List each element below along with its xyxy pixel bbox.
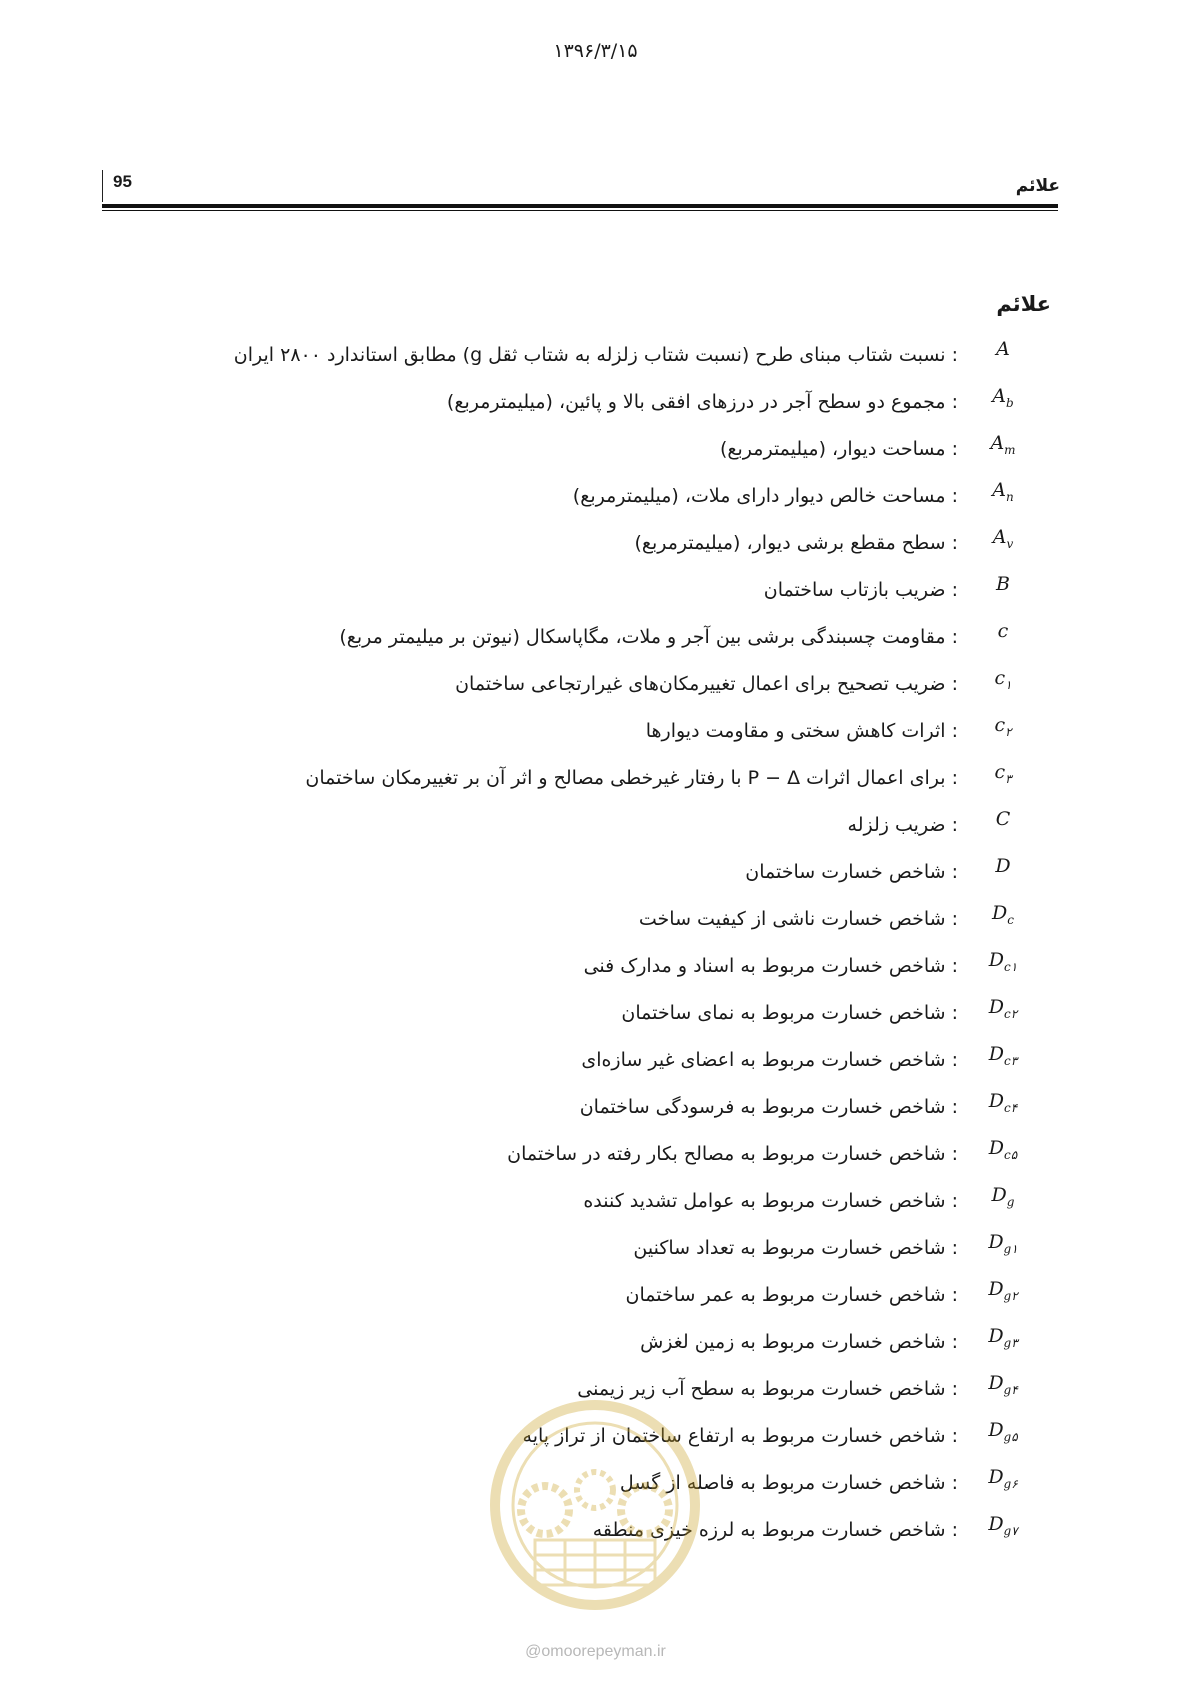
- symbol-notation: [978, 855, 1028, 877]
- symbol-base: c: [994, 714, 1006, 736]
- page-date: ۱۳۹۶/۳/۱۵: [553, 40, 638, 62]
- symbol-notation: [978, 808, 1028, 830]
- symbol-base: A: [992, 526, 1007, 548]
- symbol-base: D: [988, 996, 1005, 1018]
- symbol-notation: [978, 385, 1028, 410]
- symbol-definition: : مساحت خالص دیوار دارای ملات، (میلیمترمربع): [572, 485, 958, 507]
- header-rule: [102, 204, 1058, 208]
- symbol-notation: [978, 1466, 1028, 1491]
- symbol-subscript: ۲: [1005, 724, 1012, 739]
- symbol-notation: [978, 761, 1028, 786]
- symbol-base: D: [988, 1137, 1005, 1159]
- symbol-base: D: [988, 1231, 1004, 1253]
- symbol-notation: [978, 902, 1028, 927]
- symbol-notation: [978, 338, 1028, 360]
- symbol-row: [158, 1274, 1038, 1321]
- symbol-base: A: [992, 385, 1007, 407]
- symbol-definition: : شاخص خسارت ناشی از کیفیت ساخت: [638, 908, 958, 930]
- symbol-row: [158, 1227, 1038, 1274]
- symbol-subscript: m: [1004, 442, 1016, 457]
- symbol-row: [158, 381, 1038, 428]
- symbol-subscript: g۲: [1003, 1288, 1018, 1303]
- symbol-base: D: [988, 1513, 1004, 1535]
- symbol-base: D: [988, 1419, 1004, 1441]
- symbol-definition: : اثرات کاهش سختی و مقاومت دیوارها: [645, 720, 958, 742]
- header-rule-thin: [102, 210, 1058, 211]
- symbol-base: D: [988, 1372, 1004, 1394]
- symbol-base: B: [996, 573, 1010, 595]
- symbol-notation: [978, 714, 1028, 739]
- symbol-notation: [978, 1090, 1028, 1115]
- symbol-notation: [978, 949, 1028, 974]
- symbol-base: c: [997, 620, 1009, 642]
- symbol-base: c: [994, 761, 1006, 783]
- symbol-subscript: g۵: [1003, 1429, 1018, 1444]
- symbol-definition: : شاخص خسارت مربوط به ارتفاع ساختمان از تراز پایه: [522, 1425, 958, 1447]
- symbol-definition: : شاخص خسارت مربوط به اعضای غیر سازه‌ای: [581, 1049, 958, 1071]
- symbol-definition: : شاخص خسارت مربوط به عمر ساختمان: [625, 1284, 958, 1306]
- symbol-subscript: n: [1006, 489, 1014, 504]
- symbol-notation: [978, 1184, 1028, 1209]
- symbol-base: D: [988, 1466, 1004, 1488]
- symbol-row: [158, 1321, 1038, 1368]
- symbol-subscript: c۱: [1004, 959, 1018, 974]
- symbol-notation: [978, 620, 1028, 642]
- symbol-base: D: [991, 1184, 1007, 1206]
- symbol-row: [158, 710, 1038, 757]
- symbol-definition: : شاخص خسارت مربوط به اسناد و مدارک فنی: [583, 955, 958, 977]
- symbol-definition: : ضریب زلزله: [847, 814, 958, 836]
- symbol-notation: [978, 573, 1028, 595]
- symbol-row: [158, 757, 1038, 804]
- symbol-base: D: [992, 902, 1008, 924]
- symbol-row: [158, 616, 1038, 663]
- symbol-row: [158, 475, 1038, 522]
- symbol-row: [158, 569, 1038, 616]
- symbol-definition: : شاخص خسارت مربوط به تعداد ساکنین: [633, 1237, 958, 1259]
- symbol-row: [158, 898, 1038, 945]
- symbol-notation: [978, 1513, 1028, 1538]
- symbol-notation: [978, 432, 1028, 457]
- symbol-base: D: [988, 1278, 1004, 1300]
- symbol-definition: : شاخص خسارت مربوط به مصالح بکار رفته در ساختمان: [507, 1143, 958, 1165]
- symbol-notation: [978, 996, 1028, 1021]
- symbol-notation: [978, 1231, 1028, 1256]
- symbol-definition: : شاخص خسارت ساختمان: [745, 861, 958, 883]
- section-heading: علائم: [996, 292, 1051, 316]
- symbol-subscript: c۴: [1004, 1100, 1018, 1115]
- omoorepeyman-seal-icon: [485, 1395, 705, 1615]
- symbol-definition: : شاخص خسارت مربوط به زمین لغزش: [640, 1331, 958, 1353]
- symbol-subscript: c۲: [1004, 1006, 1018, 1021]
- symbol-definition: : شاخص خسارت مربوط به فرسودگی ساختمان: [579, 1096, 958, 1118]
- symbol-subscript: ۳: [1005, 771, 1012, 786]
- symbol-definition: : مساحت دیوار، (میلیمترمربع): [719, 438, 958, 460]
- symbol-base: D: [988, 1043, 1005, 1065]
- symbol-notation: [978, 667, 1028, 692]
- symbol-definition: : مجموع دو سطح آجر در درزهای افقی بالا و پائین، (میلیمترمربع): [446, 391, 958, 413]
- symbol-subscript: g۴: [1003, 1382, 1018, 1397]
- symbol-row: [158, 851, 1038, 898]
- symbol-subscript: g۷: [1003, 1523, 1018, 1538]
- symbol-row: [158, 522, 1038, 569]
- symbol-list: [158, 334, 1038, 1556]
- symbol-base: c: [994, 667, 1006, 689]
- symbol-row: [158, 804, 1038, 851]
- symbol-notation: [978, 1325, 1028, 1350]
- symbol-subscript: ۱: [1005, 677, 1012, 692]
- symbol-subscript: b: [1006, 395, 1014, 410]
- symbol-definition: : شاخص خسارت مربوط به عوامل تشدید کننده: [583, 1190, 958, 1212]
- symbol-subscript: c۵: [1004, 1147, 1018, 1162]
- symbol-base: A: [990, 432, 1005, 454]
- symbol-subscript: c: [1007, 912, 1014, 927]
- symbol-subscript: v: [1006, 536, 1014, 551]
- symbol-row: [158, 663, 1038, 710]
- symbol-base: D: [988, 1325, 1004, 1347]
- symbol-base: A: [992, 479, 1006, 501]
- symbol-definition: : شاخص خسارت مربوط به نمای ساختمان: [621, 1002, 958, 1024]
- symbol-row: [158, 428, 1038, 475]
- symbol-notation: [978, 526, 1028, 551]
- symbol-notation: [978, 1419, 1028, 1444]
- symbol-base: C: [995, 808, 1011, 830]
- symbol-definition: : شاخص خسارت مربوط به لرزه خیزی منطقه: [592, 1519, 958, 1541]
- symbol-notation: [978, 479, 1028, 504]
- symbol-subscript: g: [1006, 1194, 1015, 1209]
- symbol-base: D: [995, 855, 1011, 877]
- symbol-row: [158, 334, 1038, 381]
- symbol-definition: : شاخص خسارت مربوط به فاصله از گسل: [619, 1472, 958, 1494]
- symbol-subscript: g۶: [1003, 1476, 1018, 1491]
- symbol-notation: [978, 1043, 1028, 1068]
- at-icon: @: [525, 1643, 542, 1660]
- symbol-definition: : ضریب بازتاب ساختمان: [763, 579, 958, 601]
- symbol-subscript: g۳: [1003, 1335, 1018, 1350]
- page-number: 95: [113, 172, 132, 191]
- symbol-notation: [978, 1137, 1028, 1162]
- symbol-row: [158, 1086, 1038, 1133]
- symbol-subscript: g۱: [1003, 1241, 1018, 1256]
- symbol-notation: [978, 1278, 1028, 1303]
- symbol-definition: : مقاومت چسبندگی برشی بین آجر و ملات، مگاپاسکال (نیوتن بر میلیمتر مربع): [339, 626, 958, 648]
- symbol-row: [158, 992, 1038, 1039]
- symbol-definition: : برای اعمال اثرات P − Δ با رفتار غیرخطی مصالح و اثر آن بر تغییرمکان ساختمان: [305, 767, 958, 789]
- symbol-base: D: [988, 1090, 1005, 1112]
- symbol-subscript: c۳: [1004, 1053, 1018, 1068]
- symbol-notation: [978, 1372, 1028, 1397]
- symbol-row: [158, 945, 1038, 992]
- symbol-definition: : نسبت شتاب مبنای طرح (نسبت شتاب زلزله به شتاب ثقل g) مطابق استاندارد ۲۸۰۰ ایران: [233, 344, 958, 366]
- symbol-definition: : سطح مقطع برشی دیوار، (میلیمترمربع): [634, 532, 958, 554]
- symbol-row: [158, 1133, 1038, 1180]
- symbol-definition: : شاخص خسارت مربوط به سطح آب زیر زیمنی: [577, 1378, 958, 1400]
- symbol-definition: : ضریب تصحیح برای اعمال تغییرمکان‌های غیرارتجاعی ساختمان: [455, 673, 958, 695]
- running-title: علائم: [1015, 176, 1060, 196]
- symbol-base: D: [988, 949, 1005, 971]
- symbol-base: A: [996, 338, 1010, 360]
- symbol-row: [158, 1039, 1038, 1086]
- symbol-row: [158, 1180, 1038, 1227]
- watermark-site: @omoorepeyman.ir: [525, 1643, 666, 1660]
- page-number-divider: [102, 170, 103, 202]
